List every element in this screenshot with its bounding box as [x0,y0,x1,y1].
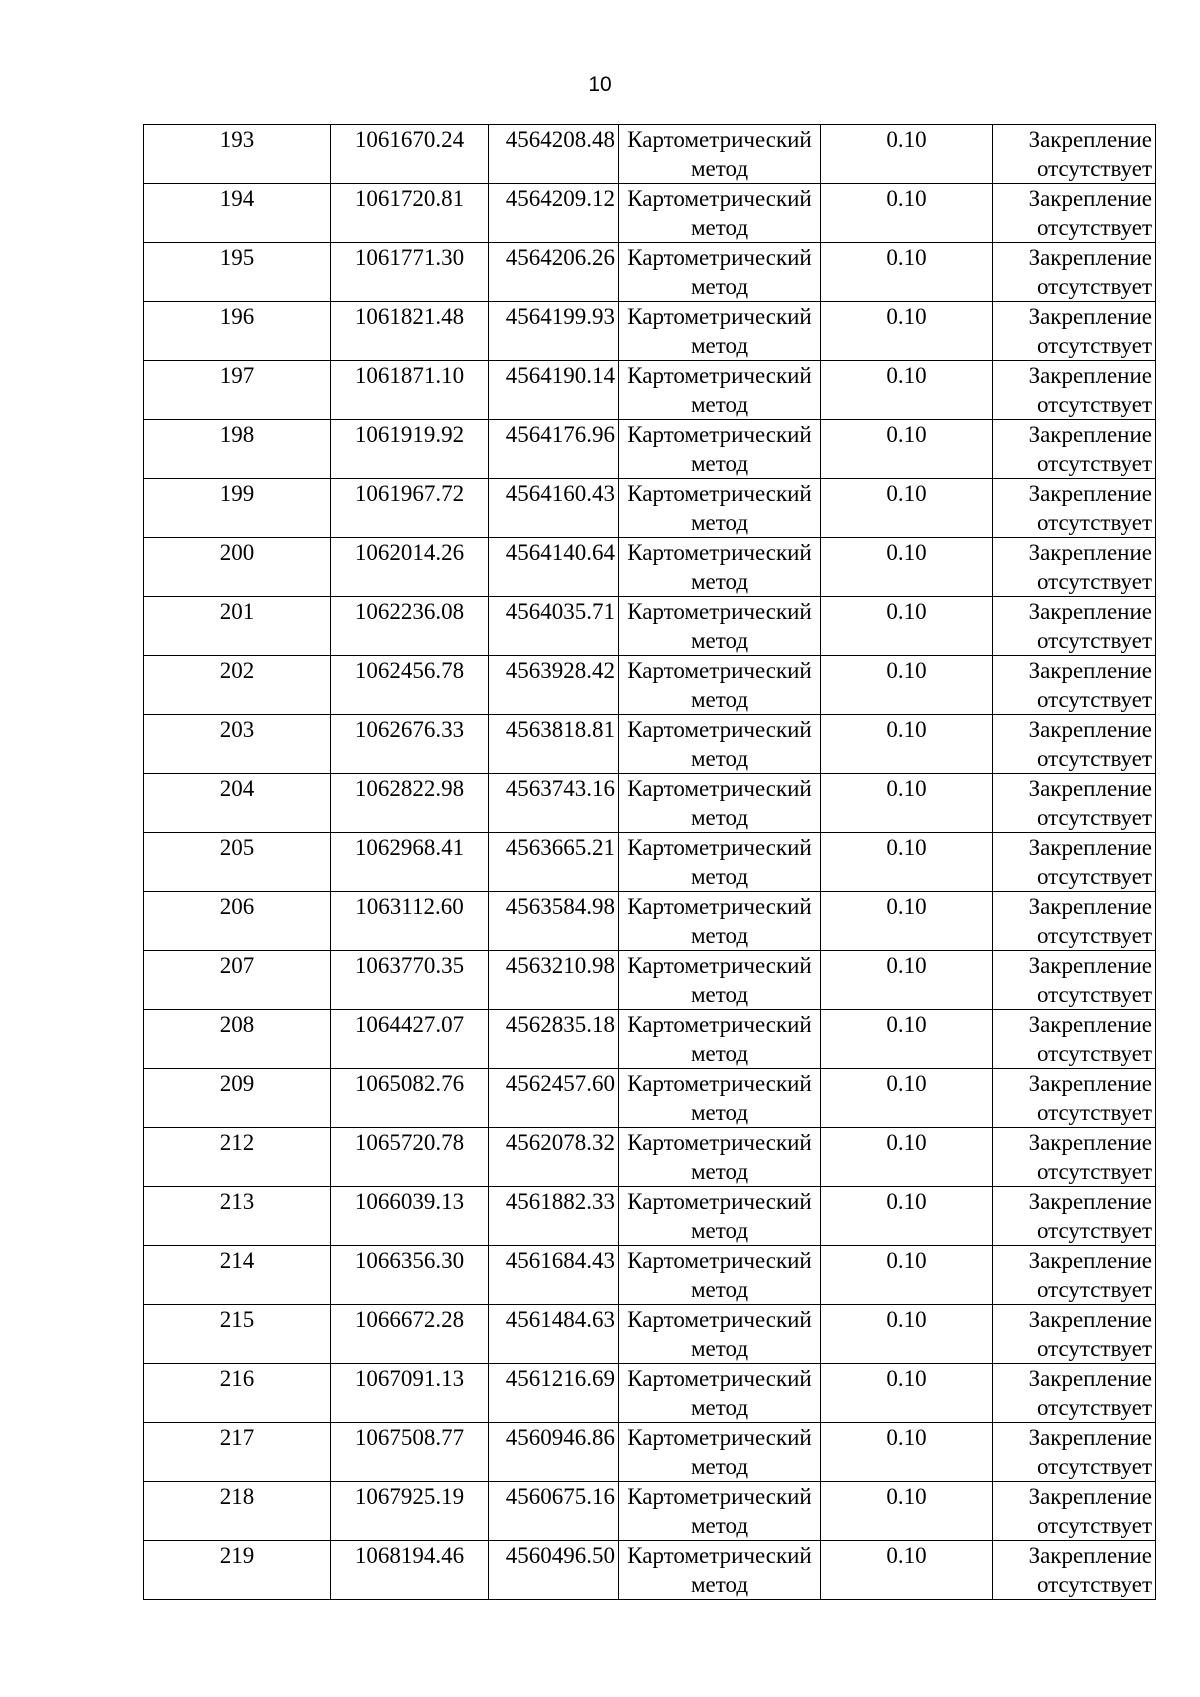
method-cell [619,361,821,420]
accuracy-cell: 0.10 [821,302,993,361]
y-coordinate-cell: 4563818.81 [489,715,619,774]
method-cell-line-1: Картометрический [627,1425,812,1450]
table-row [144,1069,1156,1128]
method-cell-line-2: метод [690,746,749,771]
method-cell [619,1423,821,1482]
accuracy-cell: 0.10 [821,597,993,656]
fixing-cell-line-2: отсутствует [1036,687,1152,712]
fixing-cell-line-1: Закрепление [1028,1248,1152,1273]
method-cell [619,892,821,951]
accuracy-cell: 0.10 [821,361,993,420]
accuracy-cell: 0.10 [821,1128,993,1187]
method-cell-line-1: Картометрический [627,599,812,624]
y-coordinate-cell: 4563210.98 [489,951,619,1010]
y-coordinate-cell: 4561216.69 [489,1364,619,1423]
table-row [144,951,1156,1010]
method-cell-line-2: метод [690,628,749,653]
fixing-cell-line-2: отсутствует [1036,333,1152,358]
y-coordinate-cell: 4560946.86 [489,1423,619,1482]
fixing-cell-line-1: Закрепление [1028,717,1152,742]
fixing-cell-line-2: отсутствует [1036,451,1152,476]
table-row [144,833,1156,892]
table-row [144,1010,1156,1069]
method-cell-line-2: метод [690,923,749,948]
fixing-cell-line-2: отсутствует [1036,510,1152,535]
method-cell-line-1: Картометрический [627,540,812,565]
x-coordinate-cell: 1066672.28 [331,1305,489,1364]
y-coordinate-cell: 4564160.43 [489,479,619,538]
y-coordinate-cell: 4562457.60 [489,1069,619,1128]
method-cell-line-2: метод [690,1395,749,1420]
y-coordinate-cell: 4561484.63 [489,1305,619,1364]
fixing-cell-line-2: отсутствует [1036,1218,1152,1243]
fixing-cell-line-2: отсутствует [1036,982,1152,1007]
y-coordinate-cell: 4562835.18 [489,1010,619,1069]
y-coordinate-cell: 4563743.16 [489,774,619,833]
fixing-cell-line-2: отсутствует [1036,1513,1152,1538]
method-cell-line-2: метод [690,156,749,181]
x-coordinate-cell: 1062822.98 [331,774,489,833]
method-cell-line-1: Картометрический [627,776,812,801]
table-row [144,538,1156,597]
x-coordinate-cell: 1061871.10 [331,361,489,420]
fixing-cell-line-2: отсутствует [1036,1100,1152,1125]
method-cell [619,479,821,538]
y-coordinate-cell: 4564140.64 [489,538,619,597]
x-coordinate-cell: 1061670.24 [331,125,489,184]
method-cell-line-1: Картометрический [627,1248,812,1273]
x-coordinate-cell: 1061967.72 [331,479,489,538]
point-number-cell: 217 [144,1423,331,1482]
fixing-cell-line-1: Закрепление [1028,540,1152,565]
accuracy-cell: 0.10 [821,1187,993,1246]
method-cell-line-2: метод [690,1454,749,1479]
method-cell-line-2: метод [690,1041,749,1066]
fixing-cell [993,125,1156,184]
fixing-cell-line-1: Закрепление [1028,1484,1152,1509]
accuracy-cell: 0.10 [821,243,993,302]
y-coordinate-cell: 4561684.43 [489,1246,619,1305]
method-cell-line-2: метод [690,982,749,1007]
method-cell [619,420,821,479]
accuracy-cell: 0.10 [821,1010,993,1069]
table-row [144,1482,1156,1541]
accuracy-cell: 0.10 [821,1364,993,1423]
point-number-cell: 198 [144,420,331,479]
y-coordinate-cell: 4564206.26 [489,243,619,302]
fixing-cell-line-1: Закрепление [1028,481,1152,506]
table-row [144,302,1156,361]
fixing-cell [993,361,1156,420]
point-number-cell: 201 [144,597,331,656]
point-number-cell: 207 [144,951,331,1010]
fixing-cell-line-2: отсутствует [1036,1572,1152,1597]
fixing-cell-line-2: отсутствует [1036,569,1152,594]
method-cell [619,1246,821,1305]
table-row [144,715,1156,774]
method-cell-line-1: Картометрический [627,894,812,919]
fixing-cell [993,1364,1156,1423]
method-cell-line-2: метод [690,333,749,358]
method-cell [619,715,821,774]
point-number-cell: 200 [144,538,331,597]
table-row [144,656,1156,715]
method-cell-line-1: Картометрический [627,835,812,860]
method-cell-line-1: Картометрический [627,1012,812,1037]
accuracy-cell: 0.10 [821,833,993,892]
method-cell [619,302,821,361]
method-cell [619,597,821,656]
method-cell [619,1187,821,1246]
method-cell-line-1: Картометрический [627,422,812,447]
method-cell-line-2: метод [690,1513,749,1538]
fixing-cell-line-1: Закрепление [1028,1543,1152,1568]
fixing-cell-line-1: Закрепление [1028,599,1152,624]
y-coordinate-cell: 4563665.21 [489,833,619,892]
x-coordinate-cell: 1067925.19 [331,1482,489,1541]
fixing-cell [993,538,1156,597]
accuracy-cell: 0.10 [821,420,993,479]
fixing-cell-line-1: Закрепление [1028,1189,1152,1214]
page-number: 10 [588,73,612,96]
method-cell [619,1305,821,1364]
x-coordinate-cell: 1066356.30 [331,1246,489,1305]
x-coordinate-cell: 1066039.13 [331,1187,489,1246]
fixing-cell-line-1: Закрепление [1028,1130,1152,1155]
table-row [144,774,1156,833]
method-cell-line-2: метод [690,864,749,889]
y-coordinate-cell: 4563584.98 [489,892,619,951]
fixing-cell-line-2: отсутствует [1036,215,1152,240]
method-cell-line-2: метод [690,1218,749,1243]
y-coordinate-cell: 4563928.42 [489,656,619,715]
fixing-cell-line-2: отсутствует [1036,923,1152,948]
method-cell-line-2: метод [690,451,749,476]
method-cell-line-1: Картометрический [627,1543,812,1568]
point-number-cell: 202 [144,656,331,715]
fixing-cell-line-1: Закрепление [1028,776,1152,801]
y-coordinate-cell: 4564176.96 [489,420,619,479]
method-cell-line-2: метод [690,805,749,830]
point-number-cell: 196 [144,302,331,361]
x-coordinate-cell: 1062014.26 [331,538,489,597]
point-number-cell: 218 [144,1482,331,1541]
table-row [144,184,1156,243]
method-cell-line-2: метод [690,215,749,240]
x-coordinate-cell: 1061919.92 [331,420,489,479]
method-cell-line-2: метод [690,569,749,594]
accuracy-cell: 0.10 [821,1423,993,1482]
point-number-cell: 219 [144,1541,331,1600]
table-row [144,361,1156,420]
table-row [144,1423,1156,1482]
fixing-cell-line-1: Закрепление [1028,1307,1152,1332]
fixing-cell-line-2: отсутствует [1036,1159,1152,1184]
fixing-cell [993,1246,1156,1305]
point-number-cell: 194 [144,184,331,243]
accuracy-cell: 0.10 [821,479,993,538]
method-cell [619,1128,821,1187]
method-cell-line-1: Картометрический [627,1307,812,1332]
point-number-cell: 197 [144,361,331,420]
fixing-cell-line-2: отсутствует [1036,864,1152,889]
point-number-cell: 205 [144,833,331,892]
method-cell [619,538,821,597]
method-cell-line-1: Картометрический [627,1484,812,1509]
point-number-cell: 215 [144,1305,331,1364]
fixing-cell [993,302,1156,361]
x-coordinate-cell: 1065720.78 [331,1128,489,1187]
fixing-cell-line-2: отсутствует [1036,156,1152,181]
fixing-cell [993,774,1156,833]
table-body [144,125,1156,1600]
x-coordinate-cell: 1063770.35 [331,951,489,1010]
method-cell [619,951,821,1010]
fixing-cell [993,833,1156,892]
x-coordinate-cell: 1067091.13 [331,1364,489,1423]
x-coordinate-cell: 1064427.07 [331,1010,489,1069]
fixing-cell-line-1: Закрепление [1028,1012,1152,1037]
point-number-cell: 203 [144,715,331,774]
point-number-cell: 199 [144,479,331,538]
accuracy-cell: 0.10 [821,1069,993,1128]
fixing-cell-line-1: Закрепление [1028,658,1152,683]
fixing-cell-line-2: отсутствует [1036,1277,1152,1302]
method-cell-line-1: Картометрический [627,186,812,211]
y-coordinate-cell: 4564208.48 [489,125,619,184]
table-row [144,243,1156,302]
fixing-cell [993,1305,1156,1364]
method-cell-line-1: Картометрический [627,1071,812,1096]
table-row [144,479,1156,538]
fixing-cell-line-2: отсутствует [1036,805,1152,830]
accuracy-cell: 0.10 [821,1482,993,1541]
table-row [144,1128,1156,1187]
y-coordinate-cell: 4562078.32 [489,1128,619,1187]
table-row [144,1246,1156,1305]
x-coordinate-cell: 1062676.33 [331,715,489,774]
fixing-cell-line-1: Закрепление [1028,304,1152,329]
x-coordinate-cell: 1062236.08 [331,597,489,656]
table-row [144,1541,1156,1600]
table-row [144,1364,1156,1423]
accuracy-cell: 0.10 [821,1305,993,1364]
y-coordinate-cell: 4564199.93 [489,302,619,361]
coordinates-table [143,124,1156,1600]
fixing-cell-line-2: отсутствует [1036,274,1152,299]
x-coordinate-cell: 1065082.76 [331,1069,489,1128]
accuracy-cell: 0.10 [821,184,993,243]
fixing-cell-line-2: отсутствует [1036,1454,1152,1479]
method-cell-line-1: Картометрический [627,127,812,152]
fixing-cell-line-2: отсутствует [1036,746,1152,771]
method-cell-line-2: метод [690,274,749,299]
method-cell-line-1: Картометрический [627,1130,812,1155]
method-cell-line-1: Картометрический [627,658,812,683]
fixing-cell [993,1187,1156,1246]
accuracy-cell: 0.10 [821,1541,993,1600]
y-coordinate-cell: 4560675.16 [489,1482,619,1541]
method-cell [619,184,821,243]
y-coordinate-cell: 4560496.50 [489,1541,619,1600]
method-cell-line-2: метод [690,1336,749,1361]
x-coordinate-cell: 1062968.41 [331,833,489,892]
accuracy-cell: 0.10 [821,656,993,715]
y-coordinate-cell: 4564209.12 [489,184,619,243]
point-number-cell: 214 [144,1246,331,1305]
method-cell-line-1: Картометрический [627,953,812,978]
fixing-cell-line-2: отсутствует [1036,1395,1152,1420]
point-number-cell: 204 [144,774,331,833]
table-row [144,1305,1156,1364]
method-cell [619,774,821,833]
fixing-cell [993,420,1156,479]
point-number-cell: 213 [144,1187,331,1246]
method-cell-line-1: Картометрический [627,304,812,329]
fixing-cell [993,597,1156,656]
fixing-cell [993,1128,1156,1187]
x-coordinate-cell: 1061720.81 [331,184,489,243]
fixing-cell-line-1: Закрепление [1028,363,1152,388]
method-cell [619,1069,821,1128]
point-number-cell: 209 [144,1069,331,1128]
fixing-cell [993,1482,1156,1541]
method-cell-line-2: метод [690,1100,749,1125]
x-coordinate-cell: 1063112.60 [331,892,489,951]
method-cell [619,243,821,302]
method-cell [619,1541,821,1600]
fixing-cell-line-1: Закрепление [1028,1425,1152,1450]
fixing-cell [993,1010,1156,1069]
method-cell-line-2: метод [690,1572,749,1597]
table-row [144,892,1156,951]
accuracy-cell: 0.10 [821,951,993,1010]
method-cell [619,833,821,892]
table-row [144,1187,1156,1246]
fixing-cell [993,892,1156,951]
method-cell-line-1: Картометрический [627,717,812,742]
method-cell-line-1: Картометрический [627,245,812,270]
fixing-cell [993,951,1156,1010]
accuracy-cell: 0.10 [821,538,993,597]
point-number-cell: 212 [144,1128,331,1187]
accuracy-cell: 0.10 [821,715,993,774]
y-coordinate-cell: 4564035.71 [489,597,619,656]
table-row [144,125,1156,184]
table-row [144,597,1156,656]
fixing-cell-line-2: отсутствует [1036,1336,1152,1361]
fixing-cell [993,1069,1156,1128]
point-number-cell: 206 [144,892,331,951]
fixing-cell-line-1: Закрепление [1028,127,1152,152]
fixing-cell-line-1: Закрепление [1028,953,1152,978]
method-cell-line-2: метод [690,510,749,535]
y-coordinate-cell: 4564190.14 [489,361,619,420]
fixing-cell-line-2: отсутствует [1036,628,1152,653]
fixing-cell [993,243,1156,302]
accuracy-cell: 0.10 [821,125,993,184]
fixing-cell [993,715,1156,774]
fixing-cell [993,184,1156,243]
method-cell [619,656,821,715]
method-cell-line-1: Картометрический [627,1189,812,1214]
fixing-cell-line-1: Закрепление [1028,1366,1152,1391]
method-cell-line-2: метод [690,1277,749,1302]
fixing-cell-line-1: Закрепление [1028,245,1152,270]
x-coordinate-cell: 1067508.77 [331,1423,489,1482]
fixing-cell-line-1: Закрепление [1028,422,1152,447]
method-cell-line-1: Картометрический [627,1366,812,1391]
method-cell [619,1364,821,1423]
point-number-cell: 193 [144,125,331,184]
fixing-cell-line-1: Закрепление [1028,894,1152,919]
method-cell [619,1010,821,1069]
method-cell [619,125,821,184]
x-coordinate-cell: 1061821.48 [331,302,489,361]
fixing-cell-line-1: Закрепление [1028,186,1152,211]
method-cell-line-2: метод [690,1159,749,1184]
table-row [144,420,1156,479]
method-cell-line-2: метод [690,392,749,417]
method-cell-line-1: Картометрический [627,481,812,506]
x-coordinate-cell: 1061771.30 [331,243,489,302]
accuracy-cell: 0.10 [821,774,993,833]
fixing-cell-line-1: Закрепление [1028,835,1152,860]
accuracy-cell: 0.10 [821,892,993,951]
point-number-cell: 208 [144,1010,331,1069]
fixing-cell [993,656,1156,715]
point-number-cell: 216 [144,1364,331,1423]
point-number-cell: 195 [144,243,331,302]
method-cell-line-1: Картометрический [627,363,812,388]
y-coordinate-cell: 4561882.33 [489,1187,619,1246]
method-cell [619,1482,821,1541]
fixing-cell-line-2: отсутствует [1036,392,1152,417]
accuracy-cell: 0.10 [821,1246,993,1305]
fixing-cell [993,479,1156,538]
fixing-cell-line-2: отсутствует [1036,1041,1152,1066]
x-coordinate-cell: 1068194.46 [331,1541,489,1600]
fixing-cell [993,1541,1156,1600]
fixing-cell-line-1: Закрепление [1028,1071,1152,1096]
method-cell-line-2: метод [690,687,749,712]
x-coordinate-cell: 1062456.78 [331,656,489,715]
fixing-cell [993,1423,1156,1482]
